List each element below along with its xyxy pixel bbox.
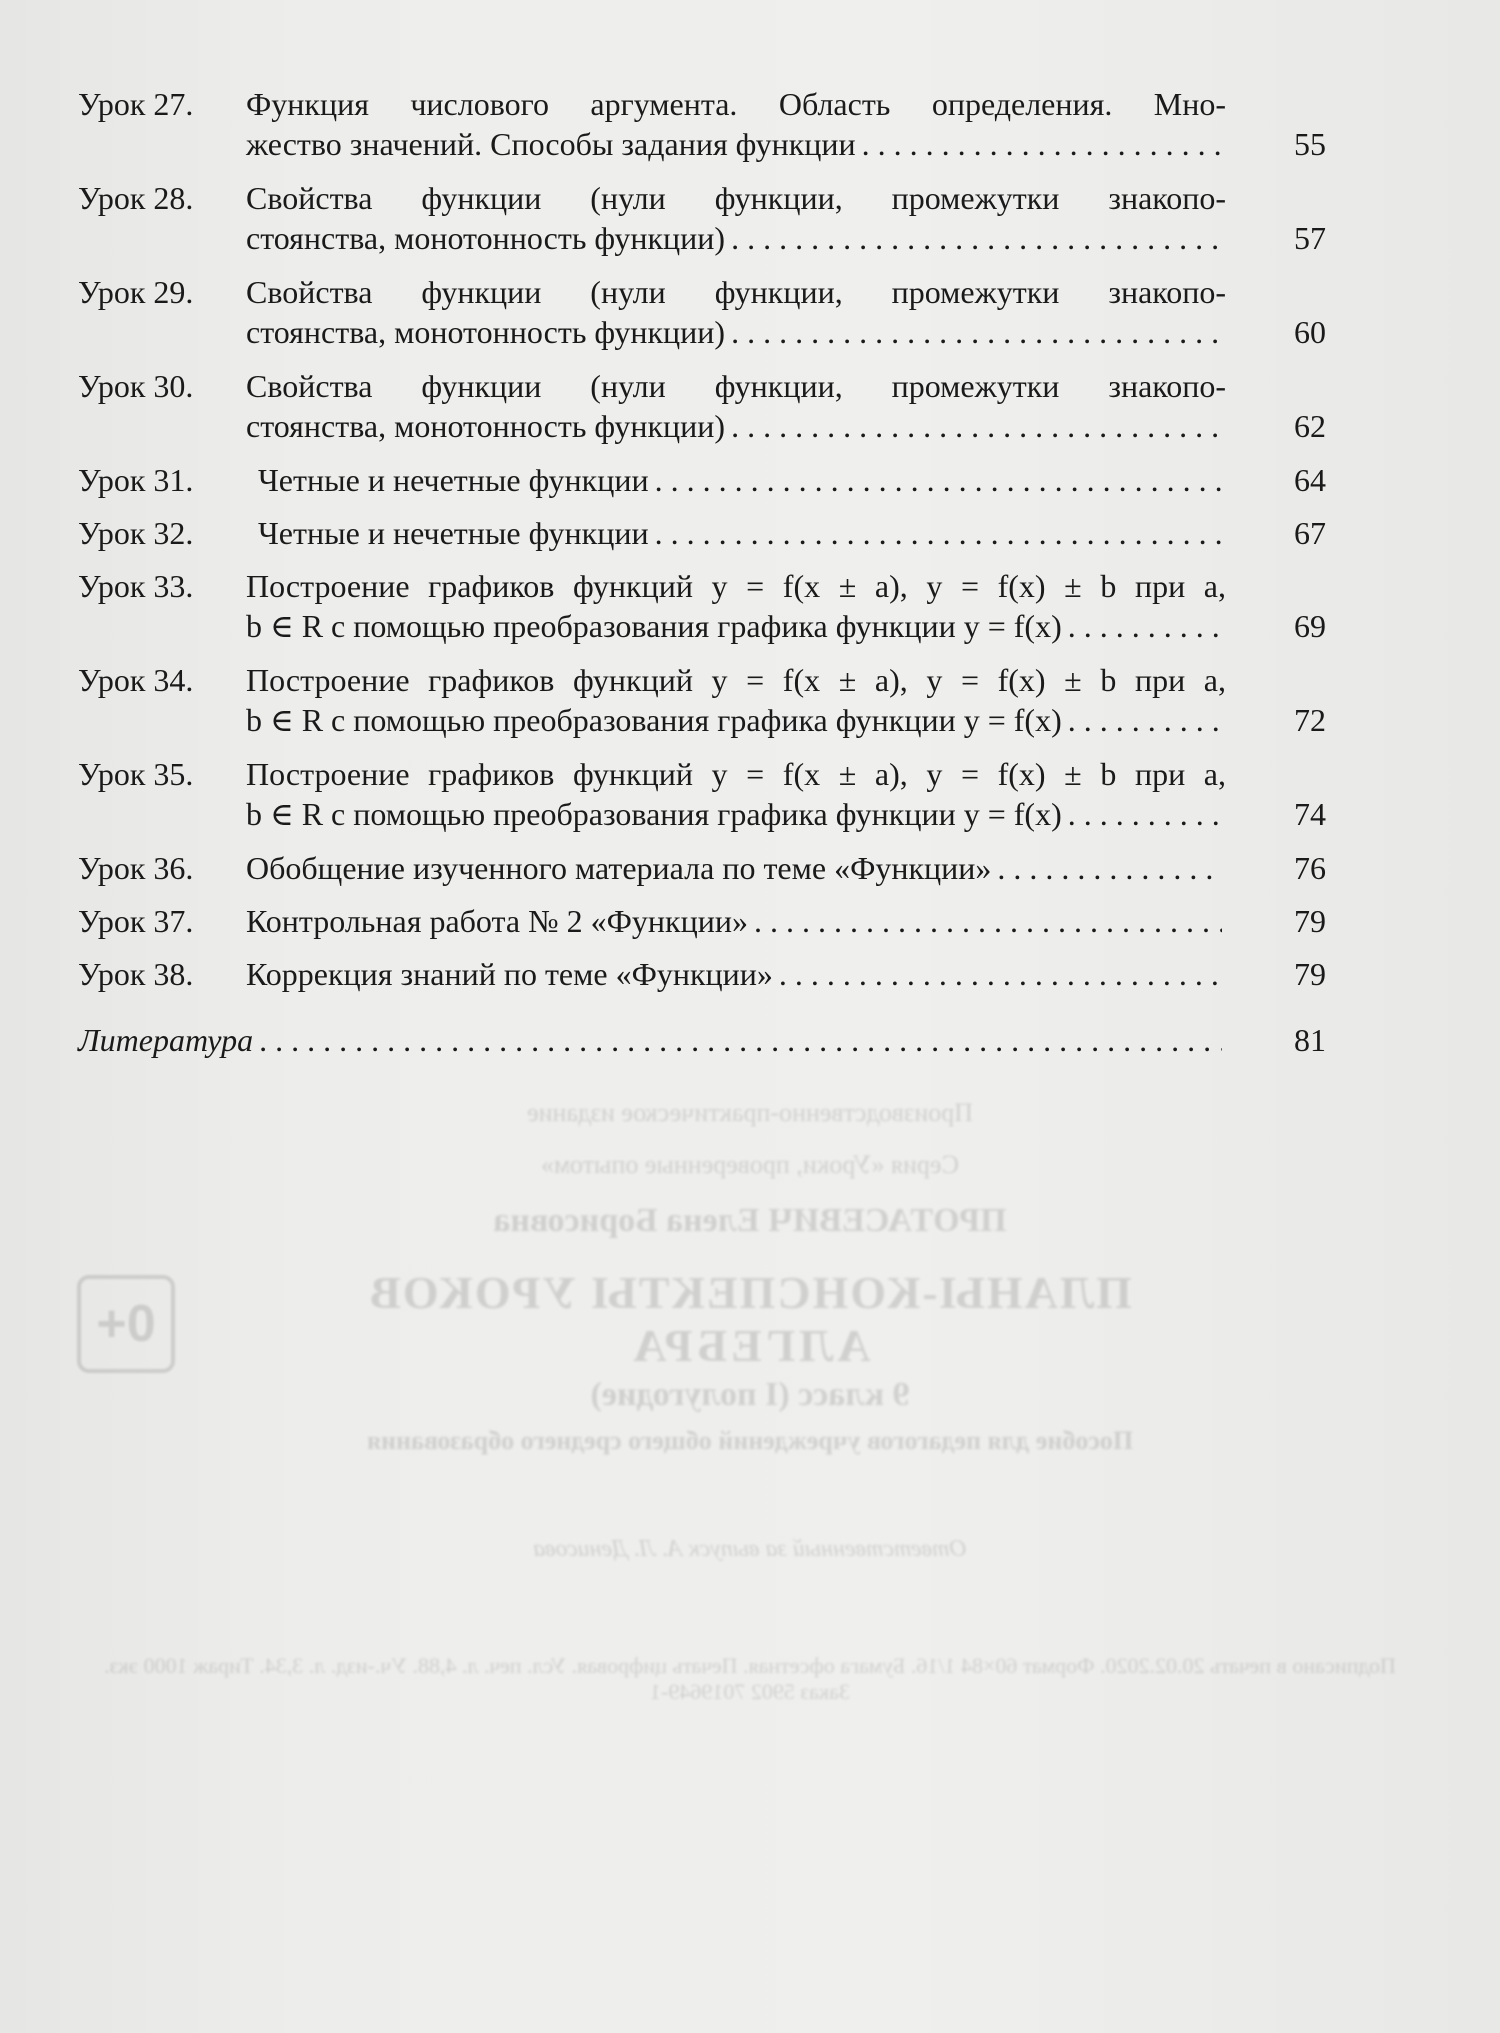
lesson-title-line2: Четные и нечетные функции: [258, 462, 649, 498]
toc-entry-36: [78, 848, 1328, 888]
leader-dots: [655, 513, 1222, 553]
ghost-line: АЛГЕБРА: [629, 1320, 871, 1371]
show-through-reverse-text: [0, 1090, 1500, 1990]
page-number: 81: [1294, 1022, 1326, 1058]
toc-entry-35: [78, 754, 1328, 834]
lesson-title: [246, 178, 1226, 258]
age-rating-badge: 0+: [77, 1275, 175, 1373]
lesson-title-line1: Свойства функции (нули функции, промежутки знакопо-: [246, 274, 1226, 310]
lesson-number: Урок 28.: [78, 180, 194, 216]
lesson-number: Урок 27.: [78, 86, 194, 122]
toc-entry-29: [78, 272, 1328, 352]
page-number: 57: [1294, 220, 1326, 256]
lesson-number: Урок 29.: [78, 274, 194, 310]
lesson-title: [246, 84, 1226, 164]
ghost-line: Серия «Уроки, проверенные опытом»: [540, 1150, 960, 1179]
leader-dots: [655, 460, 1222, 500]
ghost-line: ПРОТАСЕВИЧ Елена Борисовна: [493, 1202, 1007, 1239]
lesson-title-line2: стоянства, монотонность функции): [246, 220, 726, 256]
page-number: 72: [1294, 702, 1326, 738]
lesson-number: Урок 34.: [78, 662, 194, 698]
lesson-number: Урок 33.: [78, 568, 194, 604]
page-number: 69: [1294, 608, 1326, 644]
ghost-line: ПЛАНЫ-КОНСПЕКТЫ УРОКОВ: [368, 1267, 1132, 1318]
lesson-number: Урок 35.: [78, 756, 194, 792]
lesson-number: Урок 36.: [78, 850, 194, 886]
leader-dots: [259, 1020, 1222, 1060]
lesson-number: Урок 37.: [78, 903, 194, 939]
lesson-title-line2: Четные и нечетные функции: [258, 515, 649, 551]
lesson-number: Урок 30.: [78, 368, 194, 404]
toc-entry-37: [78, 901, 1328, 941]
leader-dots: [862, 124, 1222, 164]
lesson-title-line2: b ∈ R с помощью преобразования графика функции y = f(x): [246, 702, 1062, 738]
toc-entry-32: [78, 513, 1328, 553]
toc-entry-30: [78, 366, 1328, 446]
toc-entry-literature: [78, 1020, 1328, 1060]
lesson-title-line1: Свойства функции (нули функции, промежутки знакопо-: [246, 368, 1226, 404]
lesson-title: [246, 901, 1226, 941]
lesson-title-line2: стоянства, монотонность функции): [246, 314, 726, 350]
lesson-title: [246, 366, 1226, 446]
leader-dots: [1068, 700, 1222, 740]
page-number: 62: [1294, 408, 1326, 444]
lesson-title-line1: Построение графиков функций y = f(x ± a), y = f(x) ± b при a,: [246, 662, 1226, 698]
leader-dots: [731, 312, 1222, 352]
lesson-title: [246, 954, 1226, 994]
literature-title: [78, 1020, 1226, 1060]
leader-dots: [1068, 606, 1222, 646]
lesson-title-line2: b ∈ R с помощью преобразования графика функции y = f(x): [246, 608, 1062, 644]
lesson-title: [246, 460, 1226, 500]
lesson-title-line1: Свойства функции (нули функции, промежутки знакопо-: [246, 180, 1226, 216]
lesson-number: Урок 32.: [78, 515, 194, 551]
table-of-contents: [78, 84, 1328, 1073]
lesson-title: [246, 754, 1226, 834]
lesson-title-line2: b ∈ R с помощью преобразования графика функции y = f(x): [246, 796, 1062, 832]
lesson-title-line2: Контрольная работа № 2 «Функции»: [246, 903, 748, 939]
toc-entry-33: [78, 566, 1328, 646]
lesson-title-line2: Коррекция знаний по теме «Функции»: [246, 956, 773, 992]
ghost-line: 9 класс (I полугодие): [590, 1376, 910, 1413]
literature-label: Литература: [78, 1022, 254, 1058]
leader-dots: [1068, 794, 1222, 834]
lesson-number: Урок 38.: [78, 956, 194, 992]
lesson-title: [246, 566, 1226, 646]
ghost-line: Ответственный за выпуск А. Л. Денисова: [533, 1536, 967, 1562]
ghost-line: Подписано в печать 20.02.2020. Формат 60×84 1/16. Бумага офсетная. Печать цифровая. Усл. печ. л. 4,88. Уч.-изд. л. 3,34. Тираж 1000 экз. Заказ 5902 7019649-1: [104, 1653, 1396, 1704]
ghost-line: Производственно-практическое издание: [527, 1098, 973, 1127]
lesson-title: [246, 272, 1226, 352]
lesson-title: [246, 513, 1226, 553]
toc-entry-31: [78, 460, 1328, 500]
lesson-title-line1: Построение графиков функций y = f(x ± a), y = f(x) ± b при a,: [246, 756, 1226, 792]
lesson-title: [246, 660, 1226, 740]
lesson-title-line2: Обобщение изученного материала по теме «Функции»: [246, 850, 992, 886]
page-number: 60: [1294, 314, 1326, 350]
ghost-line: Пособие для педагогов учреждений общего среднего образования: [366, 1426, 1134, 1455]
lesson-title-line1: Построение графиков функций y = f(x ± a), y = f(x) ± b при a,: [246, 568, 1226, 604]
leader-dots: [731, 406, 1222, 446]
leader-dots: [754, 901, 1222, 941]
lesson-title-line1: Функция числового аргумента. Область определения. Мно-: [246, 86, 1226, 122]
toc-entry-34: [78, 660, 1328, 740]
toc-entry-27: [78, 84, 1328, 164]
page-number: 79: [1294, 956, 1326, 992]
leader-dots: [779, 954, 1222, 994]
toc-entry-28: [78, 178, 1328, 258]
leader-dots: [997, 848, 1222, 888]
page-number: 64: [1294, 462, 1326, 498]
lesson-number: Урок 31.: [78, 462, 194, 498]
toc-entry-38: [78, 954, 1328, 994]
leader-dots: [731, 218, 1222, 258]
page-number: 74: [1294, 796, 1326, 832]
page-number: 76: [1294, 850, 1326, 886]
page-number: 79: [1294, 903, 1326, 939]
page-number: 55: [1294, 126, 1326, 162]
lesson-title: [246, 848, 1226, 888]
page-number: 67: [1294, 515, 1326, 551]
lesson-title-line2: жество значений. Способы задания функции: [246, 126, 856, 162]
lesson-title-line2: стоянства, монотонность функции): [246, 408, 726, 444]
